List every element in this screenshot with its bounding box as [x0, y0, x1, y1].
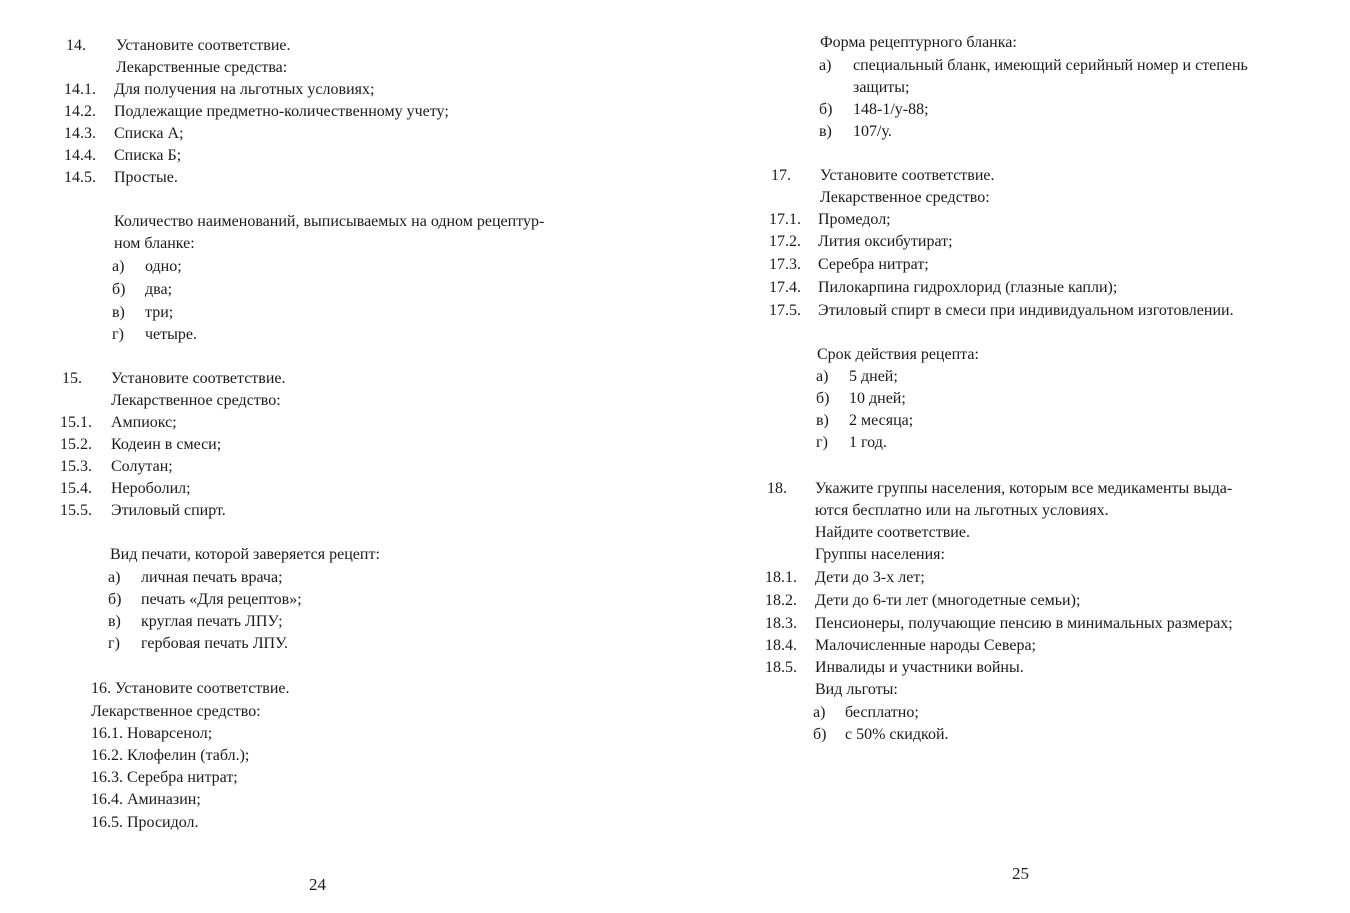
option-text: 107/у.: [853, 123, 892, 140]
item-number: 14.2.: [64, 103, 96, 120]
question-subtitle: Лекарственное средство:: [111, 392, 281, 409]
right-page: [675, 0, 1350, 913]
item-number: 15.1.: [60, 414, 92, 431]
item-number: 15.2.: [60, 436, 92, 453]
question-subtitle: Группы населения:: [815, 546, 945, 563]
item-number: 18.4.: [765, 637, 797, 654]
question-prompt: Форма рецептурного бланка:: [820, 34, 1017, 51]
item-text: Подлежащие предметно-количественному учету;: [114, 103, 449, 120]
item-number: 18.3.: [765, 615, 797, 632]
question-title: Укажите группы населения, которым все медикаменты выда-: [815, 480, 1233, 497]
item-number: 17.4.: [769, 279, 801, 296]
item-text: Списка А;: [114, 125, 184, 142]
item-text: Промедол;: [818, 211, 891, 228]
item-text: 16.2. Клофелин (табл.);: [91, 747, 250, 764]
question-title: Установите соответствие.: [116, 37, 291, 54]
option-text: гербовая печать ЛПУ.: [141, 635, 288, 652]
question-number: 18.: [767, 480, 787, 497]
option-text: 148-1/у-88;: [853, 101, 929, 118]
question-title: ются бесплатно или на льготных условиях.: [815, 502, 1109, 519]
item-text: Дети до 3-х лет;: [815, 569, 925, 586]
option-letter: в): [112, 304, 125, 321]
item-text: Ампиокс;: [111, 414, 177, 431]
item-number: 17.2.: [769, 233, 801, 250]
item-text: Этиловый спирт в смеси при индивидуальном изготовлении.: [818, 302, 1234, 319]
item-number: 14.1.: [64, 81, 96, 98]
option-letter: в): [108, 613, 121, 630]
item-number: 17.3.: [769, 256, 801, 273]
option-letter: а): [108, 569, 121, 586]
option-letter: б): [816, 390, 830, 407]
question-prompt: Вид льготы:: [815, 681, 898, 698]
item-number: 14.3.: [64, 125, 96, 142]
question-prompt: Количество наименований, выписываемых на одном рецептур-: [114, 213, 545, 230]
option-letter: в): [819, 123, 832, 140]
item-number: 17.1.: [769, 211, 801, 228]
question-subtitle: Лекарственное средство:: [820, 189, 990, 206]
option-text: три;: [145, 304, 174, 321]
item-text: 16.1. Новарсенол;: [91, 725, 213, 742]
item-text: Лития оксибутират;: [818, 233, 953, 250]
question-title: Установите соответствие.: [111, 370, 286, 387]
option-text: 10 дней;: [849, 390, 906, 407]
question-prompt: Вид печати, которой заверяется рецепт:: [110, 546, 380, 563]
option-letter: г): [108, 635, 120, 652]
item-number: 15.3.: [60, 458, 92, 475]
option-letter: а): [813, 704, 826, 721]
item-text: Пенсионеры, получающие пенсию в минимальных размерах;: [815, 615, 1233, 632]
item-number: 18.1.: [765, 569, 797, 586]
option-text: печать «Для рецептов»;: [141, 591, 302, 608]
option-text: одно;: [145, 258, 182, 275]
item-text: Инвалиды и участники войны.: [815, 659, 1024, 676]
page-number: 24: [309, 875, 326, 894]
option-letter: г): [816, 434, 828, 451]
option-text: защиты;: [853, 79, 910, 96]
item-number: 14.4.: [64, 147, 96, 164]
option-letter: а): [816, 368, 829, 385]
option-letter: б): [813, 726, 827, 743]
option-letter: а): [112, 258, 125, 275]
option-text: специальный бланк, имеющий серийный номер и степень: [853, 57, 1248, 74]
question-subtitle: Лекарственные средства:: [116, 59, 288, 76]
item-text: Малочисленные народы Севера;: [815, 637, 1036, 654]
question-subtitle: Лекарственное средство:: [91, 703, 261, 720]
question-instruction: Найдите соответствие.: [815, 524, 970, 541]
item-number: 17.5.: [769, 302, 801, 319]
item-text: Серебра нитрат;: [818, 256, 929, 273]
option-letter: б): [819, 101, 833, 118]
question-prompt: Срок действия рецепта:: [817, 346, 979, 363]
option-text: личная печать врача;: [141, 569, 283, 586]
option-letter: б): [112, 281, 126, 298]
item-text: 16.4. Аминазин;: [91, 791, 201, 808]
item-text: Дети до 6-ти лет (многодетные семьи);: [815, 592, 1081, 609]
item-number: 14.5.: [64, 169, 96, 186]
item-text: Кодеин в смеси;: [111, 436, 222, 453]
option-text: с 50% скидкой.: [845, 726, 949, 743]
item-text: Пилокарпина гидрохлорид (глазные капли);: [818, 279, 1118, 296]
option-text: четыре.: [145, 326, 197, 343]
item-text: Списка Б;: [114, 147, 182, 164]
item-number: 15.4.: [60, 480, 92, 497]
option-text: 1 год.: [849, 434, 887, 451]
question-title: Установите соответствие.: [820, 167, 995, 184]
item-text: Для получения на льготных условиях;: [114, 81, 375, 98]
item-text: 16.5. Просидол.: [91, 814, 199, 831]
option-text: бесплатно;: [845, 704, 919, 721]
option-letter: в): [816, 412, 829, 429]
question-title: 16. Установите соответствие.: [91, 680, 290, 697]
question-number: 15.: [62, 370, 82, 387]
item-text: Нероболил;: [111, 480, 191, 497]
page-number: 25: [1012, 864, 1029, 883]
item-text: 16.3. Серебра нитрат;: [91, 769, 238, 786]
option-letter: а): [819, 57, 832, 74]
option-text: круглая печать ЛПУ;: [141, 613, 283, 630]
item-number: 15.5.: [60, 502, 92, 519]
option-text: 2 месяца;: [849, 412, 914, 429]
item-number: 18.5.: [765, 659, 797, 676]
question-prompt: ном бланке:: [114, 235, 195, 252]
option-text: 5 дней;: [849, 368, 898, 385]
option-letter: б): [108, 591, 122, 608]
item-number: 18.2.: [765, 592, 797, 609]
item-text: Этиловый спирт.: [111, 502, 226, 519]
question-number: 17.: [771, 167, 791, 184]
option-letter: г): [112, 326, 124, 343]
question-number: 14.: [66, 37, 86, 54]
item-text: Простые.: [114, 169, 178, 186]
item-text: Солутан;: [111, 458, 173, 475]
option-text: два;: [145, 281, 173, 298]
